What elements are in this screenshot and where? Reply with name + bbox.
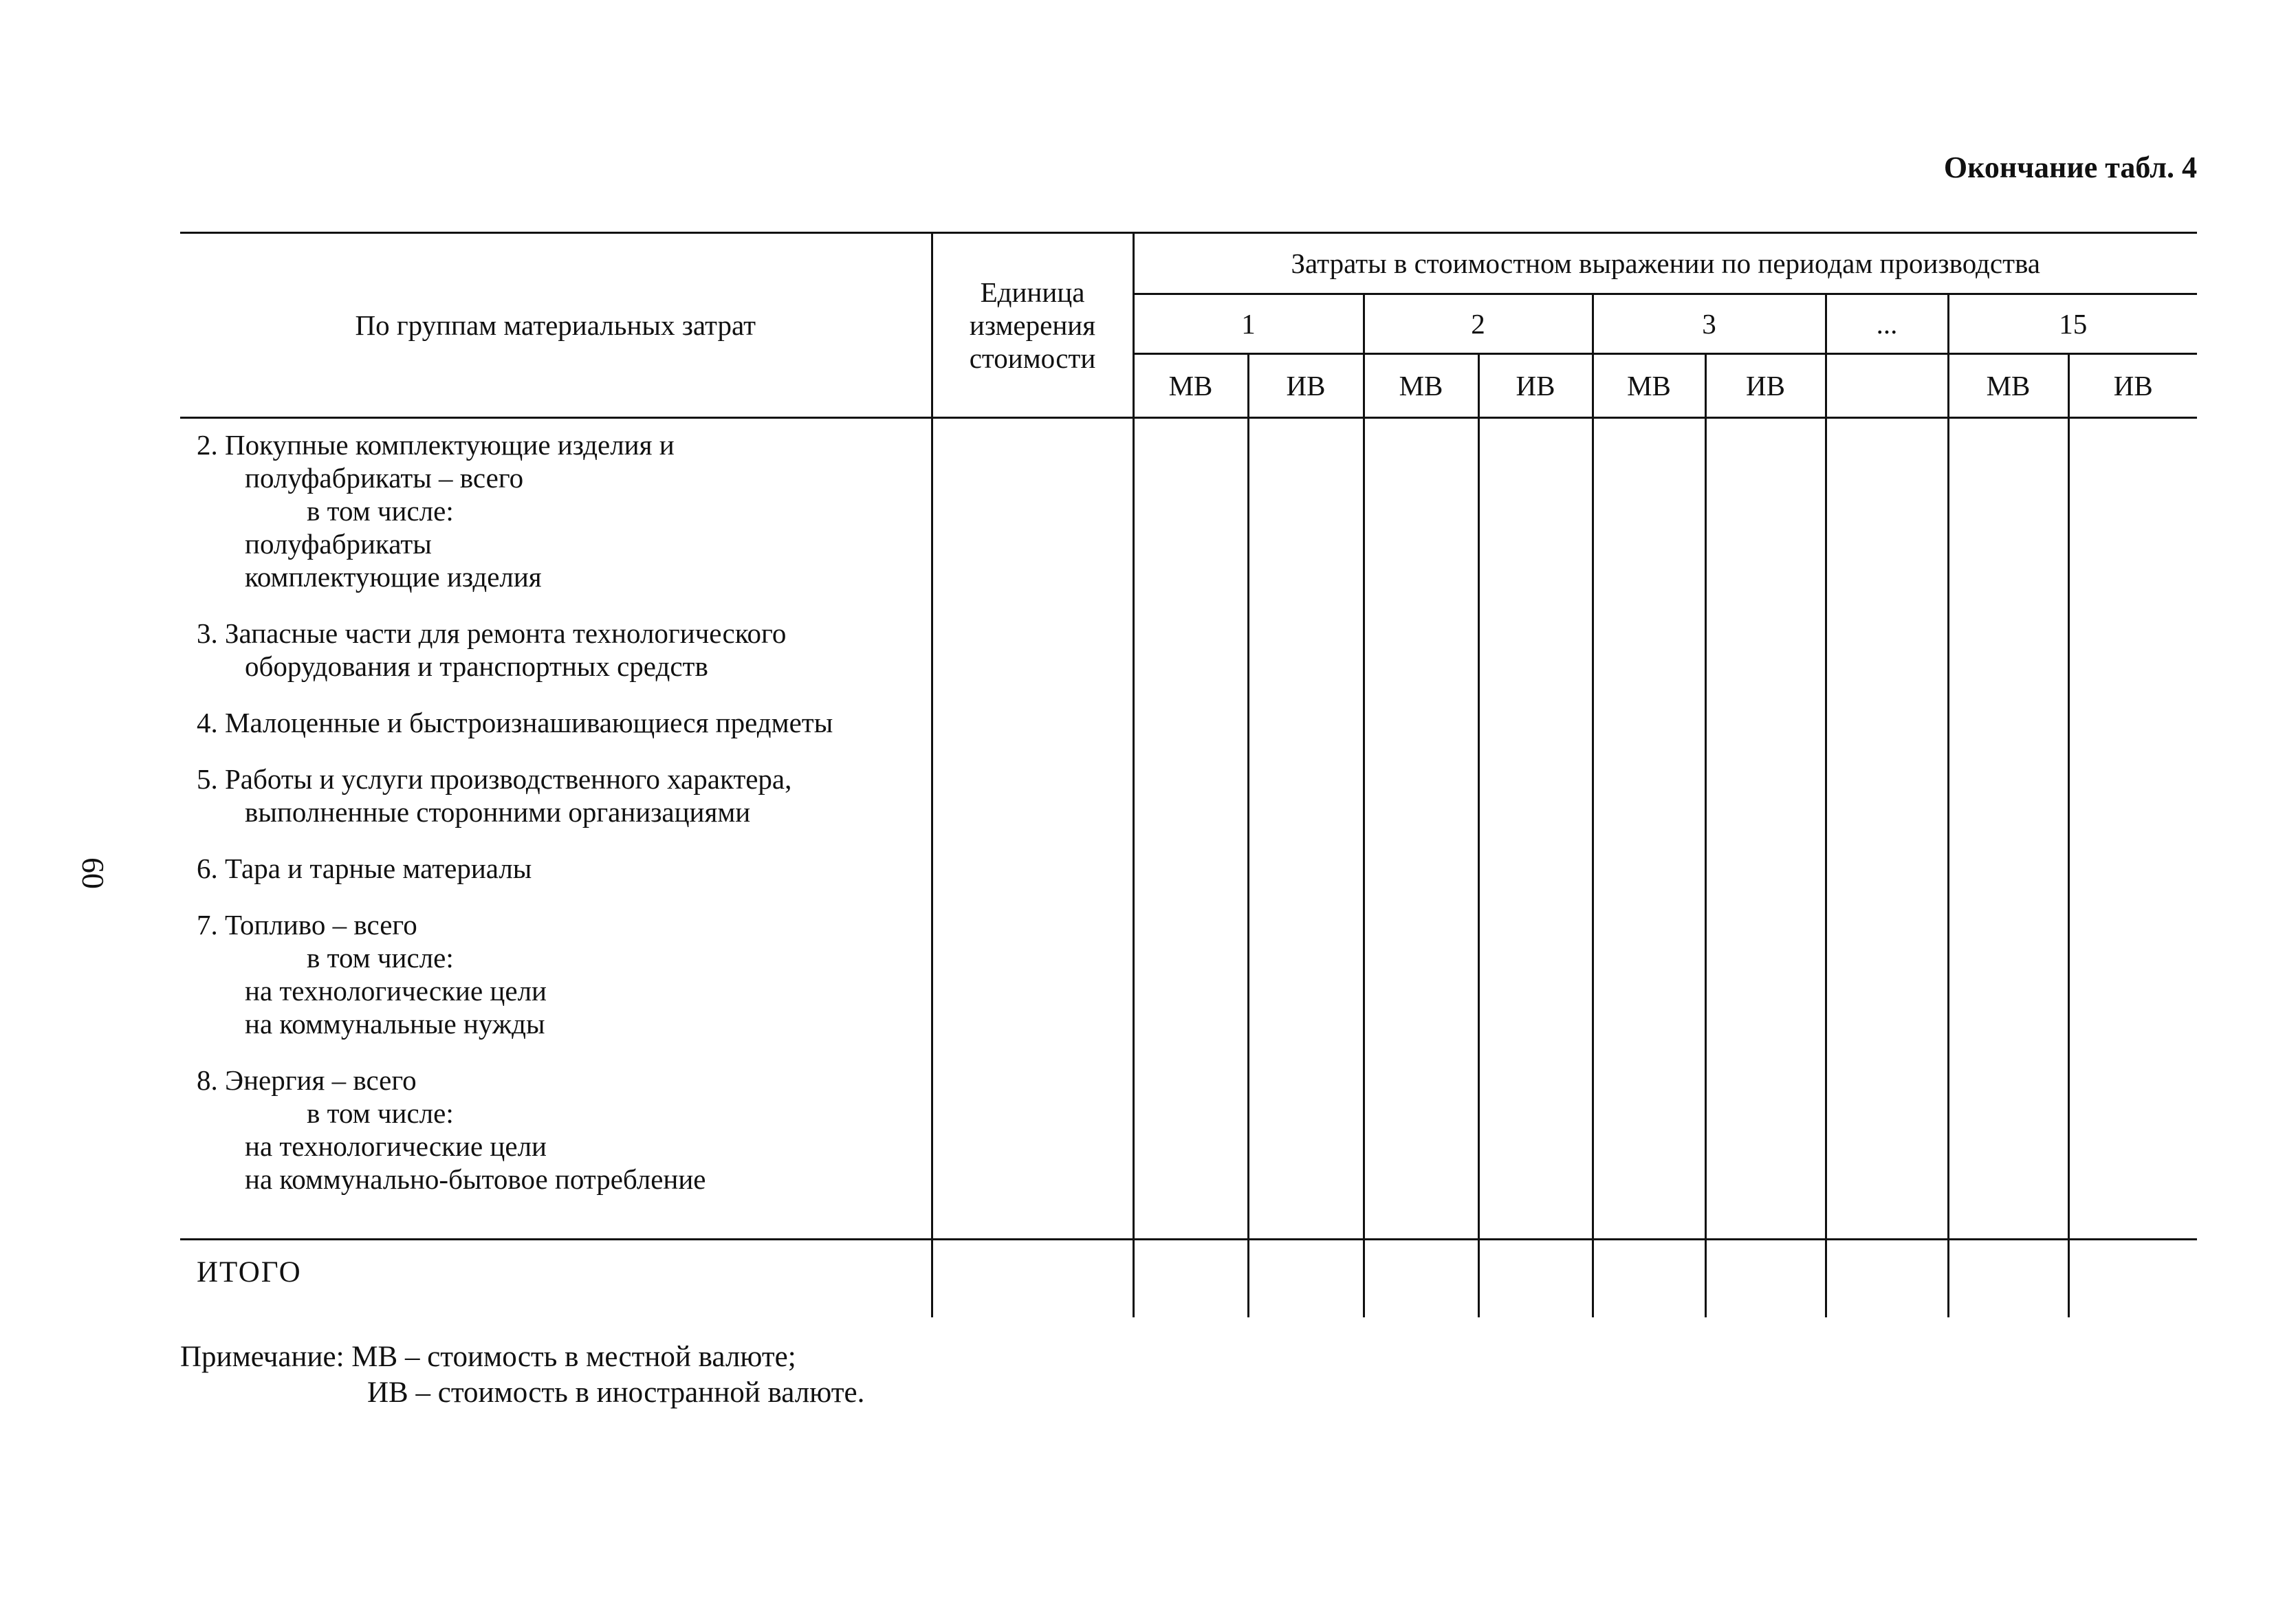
list-item <box>197 908 931 1040</box>
header-p15-local-currency: МВ <box>1948 354 2068 418</box>
header-p3-local-currency: МВ <box>1593 354 1705 418</box>
material-groups-list <box>180 418 932 1240</box>
list-item-line: оборудования и транспортных средств <box>245 650 708 682</box>
header-p2-local-currency: МВ <box>1364 354 1478 418</box>
page-number: 60 <box>76 857 111 889</box>
list-item <box>197 762 931 829</box>
list-item-line: на технологические цели <box>245 1130 547 1162</box>
list-item-line: полуфабрикаты – всего <box>245 462 524 494</box>
value-cell <box>1826 418 1948 1240</box>
header-unit-line-2: измерения <box>969 309 1096 341</box>
header-p1-local-currency: МВ <box>1133 354 1248 418</box>
list-item-line: 8. Энергия – всего <box>197 1064 417 1096</box>
list-item-line: в том числе: <box>307 942 454 974</box>
table-note <box>180 1339 864 1411</box>
list-item-line: 7. Топливо – всего <box>197 909 417 941</box>
header-unit-line-3: стоимости <box>969 342 1096 374</box>
list-item-line: комплектующие изделия <box>245 561 542 593</box>
list-item-line: 3. Запасные части для ремонта технологического <box>197 617 787 649</box>
total-value-cell <box>1948 1240 2068 1318</box>
total-value-cell <box>1364 1240 1478 1318</box>
list-item <box>197 617 931 683</box>
value-cell <box>1593 418 1705 1240</box>
list-item-line: 2. Покупные комплектующие изделия и <box>197 429 675 461</box>
total-value-cell <box>1248 1240 1364 1318</box>
list-item-line: 6. Тара и тарные материалы <box>197 853 532 884</box>
header-p2-foreign-currency: ИВ <box>1478 354 1593 418</box>
header-period-15: 15 <box>1948 294 2197 354</box>
total-value-cell <box>1133 1240 1248 1318</box>
value-cell <box>1705 418 1826 1240</box>
header-period-3: 3 <box>1593 294 1826 354</box>
list-item <box>197 1064 931 1196</box>
total-unit-cell <box>932 1240 1133 1318</box>
list-item-line: на коммунально-бытовое потребление <box>245 1163 706 1195</box>
list-item-line: 4. Малоценные и быстроизнашивающиеся предметы <box>197 707 833 738</box>
value-cell <box>1948 418 2068 1240</box>
note-line-1: Примечание: МВ – стоимость в местной валюте; <box>180 1341 796 1373</box>
total-value-cell <box>1593 1240 1705 1318</box>
total-row <box>180 1240 2197 1318</box>
list-item-line: на технологические цели <box>245 975 547 1007</box>
total-value-cell <box>1705 1240 1826 1318</box>
header-cost-by-period: Затраты в стоимостном выражении по периодам производства <box>1133 233 2197 294</box>
header-p15-foreign-currency: ИВ <box>2068 354 2197 418</box>
header-p1-foreign-currency: ИВ <box>1248 354 1364 418</box>
total-label: ИТОГО <box>180 1240 932 1318</box>
list-item <box>197 852 931 885</box>
list-item <box>197 428 931 593</box>
value-cell <box>1248 418 1364 1240</box>
header-unit-line-1: Единица <box>980 276 1085 308</box>
note-line-2: ИВ – стоимость в иностранной валюте. <box>367 1376 865 1409</box>
list-item-line: полуфабрикаты <box>245 528 432 560</box>
list-item-line: в том числе: <box>307 1097 454 1129</box>
list-item-line: на коммунальные нужды <box>245 1008 545 1040</box>
list-item <box>197 706 931 739</box>
header-material-groups: По группам материальных затрат <box>180 233 932 418</box>
table-row <box>180 418 2197 1240</box>
list-item-line: 5. Работы и услуги производственного характера, <box>197 763 792 795</box>
value-cell <box>1133 418 1248 1240</box>
header-period-1: 1 <box>1133 294 1364 354</box>
table-caption: Окончание табл. 4 <box>1943 151 2197 184</box>
total-value-cell <box>1478 1240 1593 1318</box>
header-unit-of-measure <box>932 233 1133 418</box>
list-item-line: в том числе: <box>307 495 454 527</box>
total-value-cell <box>1826 1240 1948 1318</box>
unit-cell <box>932 418 1133 1240</box>
header-period-ellipsis: ... <box>1826 294 1948 354</box>
value-cell <box>1478 418 1593 1240</box>
value-cell <box>1364 418 1478 1240</box>
cost-table <box>180 232 2197 1317</box>
header-ellipsis-empty <box>1826 354 1948 418</box>
total-value-cell <box>2068 1240 2197 1318</box>
header-p3-foreign-currency: ИВ <box>1705 354 1826 418</box>
value-cell <box>2068 418 2197 1240</box>
header-period-2: 2 <box>1364 294 1593 354</box>
list-item-line: выполненные сторонними организациями <box>245 796 751 828</box>
